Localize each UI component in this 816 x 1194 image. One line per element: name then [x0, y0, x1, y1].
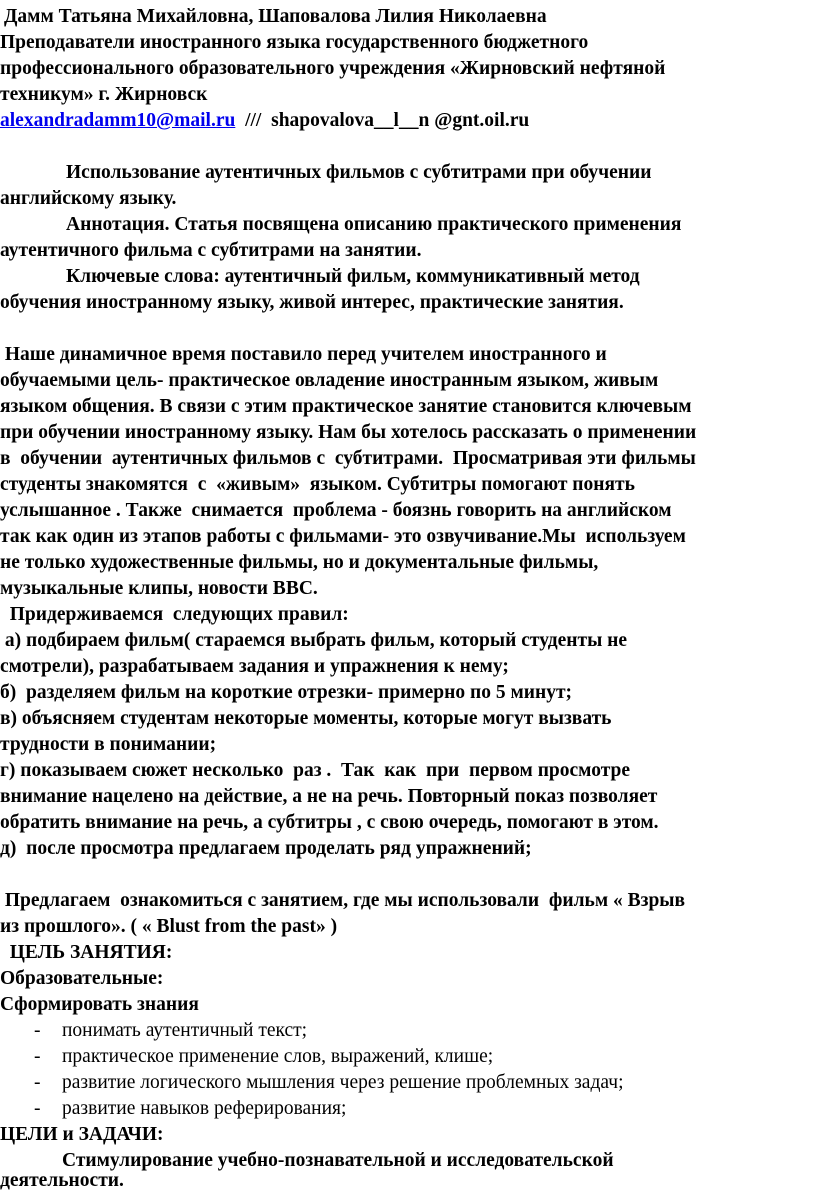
body-line-6: студенты знакомятся с «живым» языком. Субтитры помогают понять — [0, 474, 635, 495]
stimulation-line-2: деятельности. — [0, 1170, 124, 1191]
body-line-4: при обучении иностранному языку. Нам бы хотелось рассказать о применении — [0, 422, 697, 443]
email-2: shapovalova__l__n @gnt.oil.ru — [271, 110, 530, 131]
rule-d-line-1: г) показываем сюжет несколько раз . Так как при первом просмотре — [0, 760, 631, 781]
educational-heading: Образовательные: — [0, 968, 164, 989]
body-line-7: услышанное . Также снимается проблема - боязнь говорить на английском — [0, 500, 672, 521]
knowledge-heading: Сформировать знания — [0, 994, 199, 1015]
email-line — [0, 108, 529, 134]
lesson-intro-line-2: из прошлого». ( « Blust from the past» ) — [0, 916, 338, 937]
annotation-line-2: аутентичного фильма с субтитрами на занятии. — [0, 240, 422, 261]
rule-a-line-1: а) подбираем фильм( стараемся выбрать фильм, который студенты не — [0, 630, 628, 651]
bullet-item-3: развитие логического мышления через решение проблемных задач; — [62, 1072, 624, 1093]
keywords-line-1: Ключевые слова: аутентичный фильм, коммуникативный метод — [66, 266, 640, 287]
body-line-9: не только художественные фильмы, но и документальные фильмы, — [0, 552, 599, 573]
rule-d-line-2: внимание нацелено на действие, а не на речь. Повторный показ позволяет — [0, 786, 658, 807]
bullet-marker: - — [34, 1046, 41, 1067]
body-line-1: Наше динамичное время поставило перед учителем иностранного и — [0, 344, 607, 365]
body-line-5: в обучении аутентичных фильмов с субтитрами. Просматривая эти фильмы — [0, 448, 696, 469]
rule-b: б) разделяем фильм на короткие отрезки- примерно по 5 минут; — [0, 682, 573, 703]
bullet-item-4: развитие навыков реферирования; — [62, 1098, 347, 1119]
keywords-line-2: обучения иностранному языку, живой интерес, практические занятия. — [0, 292, 624, 313]
body-line-2: обучаемыми цель- практическое овладение иностранным языком, живым — [0, 370, 659, 391]
goals-heading: ЦЕЛЬ ЗАНЯТИЯ: — [0, 942, 173, 963]
body-line-3: языком общения. В связи с этим практическое занятие становится ключевым — [0, 396, 692, 417]
email-separator: /// — [235, 110, 272, 131]
title-line-2: английскому языку. — [0, 188, 177, 209]
bullet-marker: - — [34, 1098, 41, 1119]
lesson-intro-line-1: Предлагаем ознакомиться с занятием, где мы использовали фильм « Взрыв — [0, 890, 686, 911]
bullet-marker: - — [34, 1020, 41, 1041]
email-link-1[interactable]: alexandradamm10@mail.ru — [0, 110, 236, 131]
affiliation-line-3: техникум» г. Жирновск — [0, 84, 208, 105]
bullet-item-2: практическое применение слов, выражений, клише; — [62, 1046, 494, 1067]
rule-c-line-2: трудности в понимании; — [0, 734, 217, 755]
rule-c-line-1: в) объясняем студентам некоторые моменты, которые могут вызвать — [0, 708, 612, 729]
bullet-marker: - — [34, 1072, 41, 1093]
body-line-8: так как один из этапов работы с фильмами- это озвучивание.Мы используем — [0, 526, 686, 547]
annotation-line-1: Аннотация. Статья посвящена описанию практического применения — [66, 214, 682, 235]
rule-a-line-2: смотрели), разрабатываем задания и упражнения к нему; — [0, 656, 509, 677]
authors-line: Дамм Татьяна Михайловна, Шаповалова Лилия Николаевна — [4, 6, 547, 27]
rules-heading: Придерживаемся следующих правил: — [0, 604, 349, 625]
rule-e: д) после просмотра предлагаем проделать ряд упражнений; — [0, 838, 532, 859]
stimulation-line-1: Стимулирование учебно-познавательной и исследовательской — [62, 1150, 614, 1171]
body-line-10: музыкальные клипы, новости BBC. — [0, 578, 318, 599]
tasks-heading: ЦЕЛИ и ЗАДАЧИ: — [0, 1124, 164, 1145]
rule-d-line-3: обратить внимание на речь, а субтитры , с свою очередь, помогают в этом. — [0, 812, 659, 833]
affiliation-line-2: профессионального образовательного учреждения «Жирновский нефтяной — [0, 58, 666, 79]
bullet-item-1: понимать аутентичный текст; — [62, 1020, 308, 1041]
affiliation-line-1: Преподаватели иностранного языка государственного бюджетного — [0, 32, 589, 53]
title-line-1: Использование аутентичных фильмов с субтитрами при обучении — [66, 162, 652, 183]
